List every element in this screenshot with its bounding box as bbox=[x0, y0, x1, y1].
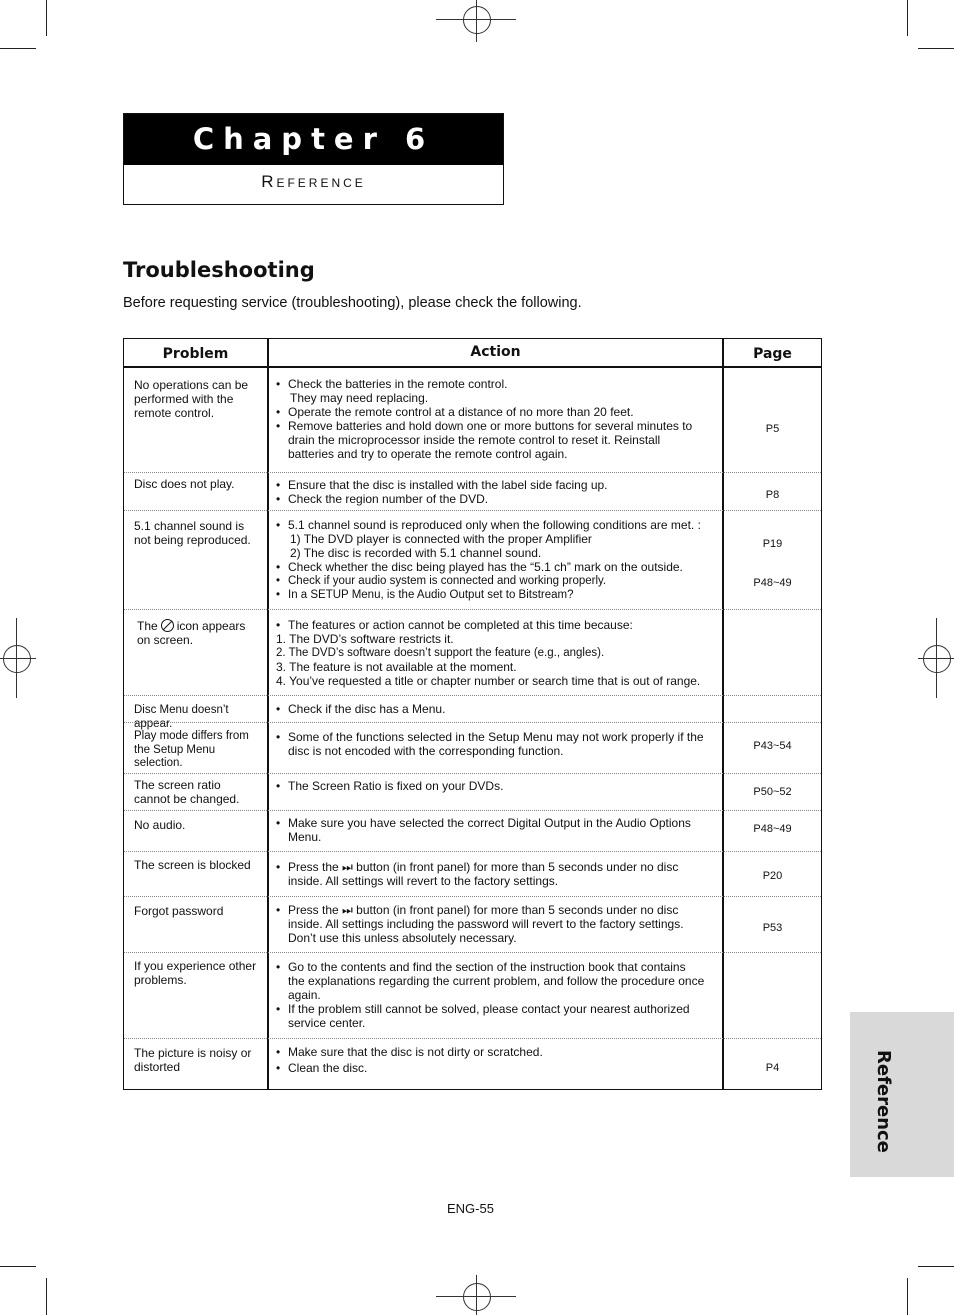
action-item: inside. All settings will revert to the factory settings. bbox=[288, 874, 559, 888]
action-item: • Check whether the disc being played has the “5.1 ch” mark on the outside. bbox=[276, 560, 706, 574]
problem-text: Play mode differs from the Setup Menu selection. bbox=[134, 730, 249, 769]
action-list bbox=[276, 618, 706, 688]
header-page: Page bbox=[753, 346, 792, 362]
chapter-box bbox=[123, 113, 504, 205]
action-list bbox=[276, 779, 706, 793]
table-row bbox=[124, 896, 821, 953]
action-list bbox=[276, 860, 706, 888]
action-item: disc is not encoded with the corresponding function. bbox=[288, 744, 564, 758]
chapter-heading: Chapter 6 bbox=[124, 114, 503, 165]
problem-text-post: icon appears on screen. bbox=[137, 619, 246, 647]
page-ref: P50~52 bbox=[753, 786, 792, 798]
header-action: Action bbox=[470, 344, 521, 360]
action-item: Menu. bbox=[288, 830, 322, 844]
action-item: 4. You’ve requested a title or chapter number or search time that is out of range. bbox=[276, 674, 701, 688]
problem-text: No audio. bbox=[134, 818, 186, 832]
table-row bbox=[124, 952, 821, 1039]
action-list bbox=[276, 1045, 706, 1075]
registration-mark-line bbox=[16, 618, 17, 698]
action-list bbox=[276, 730, 706, 758]
action-item: • Some of the functions selected in the Setup Menu may not work properly if the bbox=[276, 730, 706, 744]
action-item: • Check if the disc has a Menu. bbox=[276, 702, 706, 716]
table-row bbox=[124, 510, 821, 610]
action-item: • Check the batteries in the remote control. bbox=[276, 377, 706, 391]
registration-mark bbox=[923, 645, 951, 673]
crop-mark bbox=[907, 1278, 908, 1315]
action-item: • In a SETUP Menu, is the Audio Output set to Bitstream? bbox=[276, 588, 706, 602]
page-ref: P48~49 bbox=[753, 577, 792, 589]
problem-text: The screen is blocked bbox=[134, 858, 251, 872]
action-item: service center. bbox=[288, 1016, 366, 1030]
action-item: 1. The DVD’s software restricts it. bbox=[276, 632, 454, 646]
page-ref: P53 bbox=[762, 922, 783, 934]
side-tab-label: Reference bbox=[873, 1050, 894, 1153]
registration-mark bbox=[463, 6, 491, 34]
action-item: • Press the ⏭ button (in front panel) for more than 5 seconds under no disc bbox=[276, 860, 706, 874]
intro-text: Before requesting service (troubleshooting), please check the following. bbox=[123, 295, 582, 311]
problem-text: The picture is noisy or distorted bbox=[134, 1046, 252, 1074]
action-item: • Ensure that the disc is installed with the label side facing up. bbox=[276, 478, 706, 492]
crop-mark bbox=[46, 0, 47, 36]
action-item: 2. The DVD’s software doesn’t support the feature (e.g., angles). bbox=[276, 647, 605, 659]
crop-mark bbox=[0, 48, 36, 49]
problem-text: Disc Menu doesn’t appear. bbox=[134, 704, 229, 730]
table-row bbox=[124, 368, 821, 472]
action-list bbox=[276, 518, 706, 602]
action-list bbox=[276, 702, 706, 716]
action-item: • Remove batteries and hold down one or more buttons for several minutes to bbox=[276, 419, 706, 433]
problem-text bbox=[137, 619, 262, 647]
page-ref: P8 bbox=[765, 489, 780, 501]
table-row bbox=[124, 773, 821, 811]
table-row bbox=[124, 810, 821, 852]
action-item: inside. All settings including the password will revert to the factory settings. bbox=[288, 917, 684, 931]
problem-text: If you experience other problems. bbox=[134, 959, 257, 987]
table-row bbox=[124, 472, 821, 511]
action-item: the explanations regarding the current problem, and follow the procedure once bbox=[288, 974, 705, 988]
registration-mark bbox=[463, 1283, 491, 1311]
table-row bbox=[124, 851, 821, 897]
page-number: ENG-55 bbox=[447, 1201, 494, 1216]
action-item: • Check the region number of the DVD. bbox=[276, 492, 706, 506]
page-ref: P5 bbox=[765, 423, 780, 435]
page-ref: P4 bbox=[765, 1062, 780, 1074]
action-item: • If the problem still cannot be solved, please contact your nearest authorized bbox=[276, 1002, 706, 1016]
page-title: Troubleshooting bbox=[123, 258, 315, 282]
registration-mark-line bbox=[476, 0, 477, 42]
action-item: • Go to the contents and find the section of the instruction book that contains bbox=[276, 960, 706, 974]
page-ref: P43~54 bbox=[753, 740, 792, 752]
prohibited-icon bbox=[161, 619, 174, 632]
problem-text: No operations can be performed with the remote control. bbox=[134, 378, 249, 420]
action-item: 3. The feature is not available at the moment. bbox=[276, 660, 517, 674]
action-item: • Operate the remote control at a distance of no more than 20 feet. bbox=[276, 405, 706, 419]
header-problem: Problem bbox=[162, 346, 229, 362]
action-item: • The features or action cannot be completed at this time because: bbox=[276, 618, 706, 632]
action-list bbox=[276, 960, 706, 1030]
action-item: again. bbox=[288, 988, 321, 1002]
action-item: drain the microprocessor inside the remote control to reset it. Reinstall bbox=[288, 433, 661, 447]
crop-mark bbox=[46, 1278, 47, 1315]
troubleshooting-table bbox=[123, 338, 822, 1090]
crop-mark bbox=[907, 0, 908, 36]
action-item: • 5.1 channel sound is reproduced only when the following conditions are met. : bbox=[276, 518, 706, 532]
action-item: • Make sure that the disc is not dirty or scratched. bbox=[276, 1045, 706, 1059]
problem-text: Disc does not play. bbox=[134, 477, 235, 491]
action-item: 2) The disc is recorded with 5.1 channel sound. bbox=[290, 546, 542, 560]
crop-mark bbox=[918, 1266, 954, 1267]
problem-text-pre: The bbox=[137, 619, 158, 633]
action-item: • Clean the disc. bbox=[276, 1061, 706, 1075]
problem-text: 5.1 channel sound is not being reproduced. bbox=[134, 519, 251, 547]
registration-mark-line bbox=[0, 658, 36, 659]
page-ref: P48~49 bbox=[753, 823, 792, 835]
action-item: • Check if your audio system is connected and working properly. bbox=[276, 574, 706, 588]
registration-mark bbox=[3, 645, 31, 673]
action-list bbox=[276, 377, 706, 461]
action-item: Don’t use this unless absolutely necessary. bbox=[288, 931, 517, 945]
action-item: • The Screen Ratio is fixed on your DVDs. bbox=[276, 779, 706, 793]
action-item: batteries and try to operate the remote control again. bbox=[288, 447, 568, 461]
problem-text: The screen ratio cannot be changed. bbox=[134, 778, 240, 806]
table-row bbox=[124, 722, 821, 774]
action-item: • Press the ⏭ button (in front panel) for more than 5 seconds under no disc bbox=[276, 903, 706, 917]
action-list bbox=[276, 478, 706, 506]
table-row bbox=[124, 609, 821, 696]
action-list bbox=[276, 816, 706, 844]
chapter-subtitle: Reference bbox=[261, 172, 366, 191]
table-row bbox=[124, 695, 821, 730]
table-row bbox=[124, 1038, 821, 1090]
page-ref: P19 bbox=[762, 538, 783, 550]
crop-mark bbox=[918, 48, 954, 49]
problem-text: Forgot password bbox=[134, 904, 224, 918]
action-list bbox=[276, 903, 706, 945]
side-tab bbox=[850, 1012, 954, 1177]
crop-mark bbox=[0, 1266, 36, 1267]
action-item: • Make sure you have selected the correct Digital Output in the Audio Options bbox=[276, 816, 706, 830]
action-item: They may need replacing. bbox=[290, 391, 429, 405]
page-ref: P20 bbox=[762, 870, 783, 882]
registration-mark-line bbox=[476, 1275, 477, 1315]
action-item: 1) The DVD player is connected with the proper Amplifier bbox=[290, 532, 592, 546]
registration-mark-line bbox=[936, 618, 937, 698]
